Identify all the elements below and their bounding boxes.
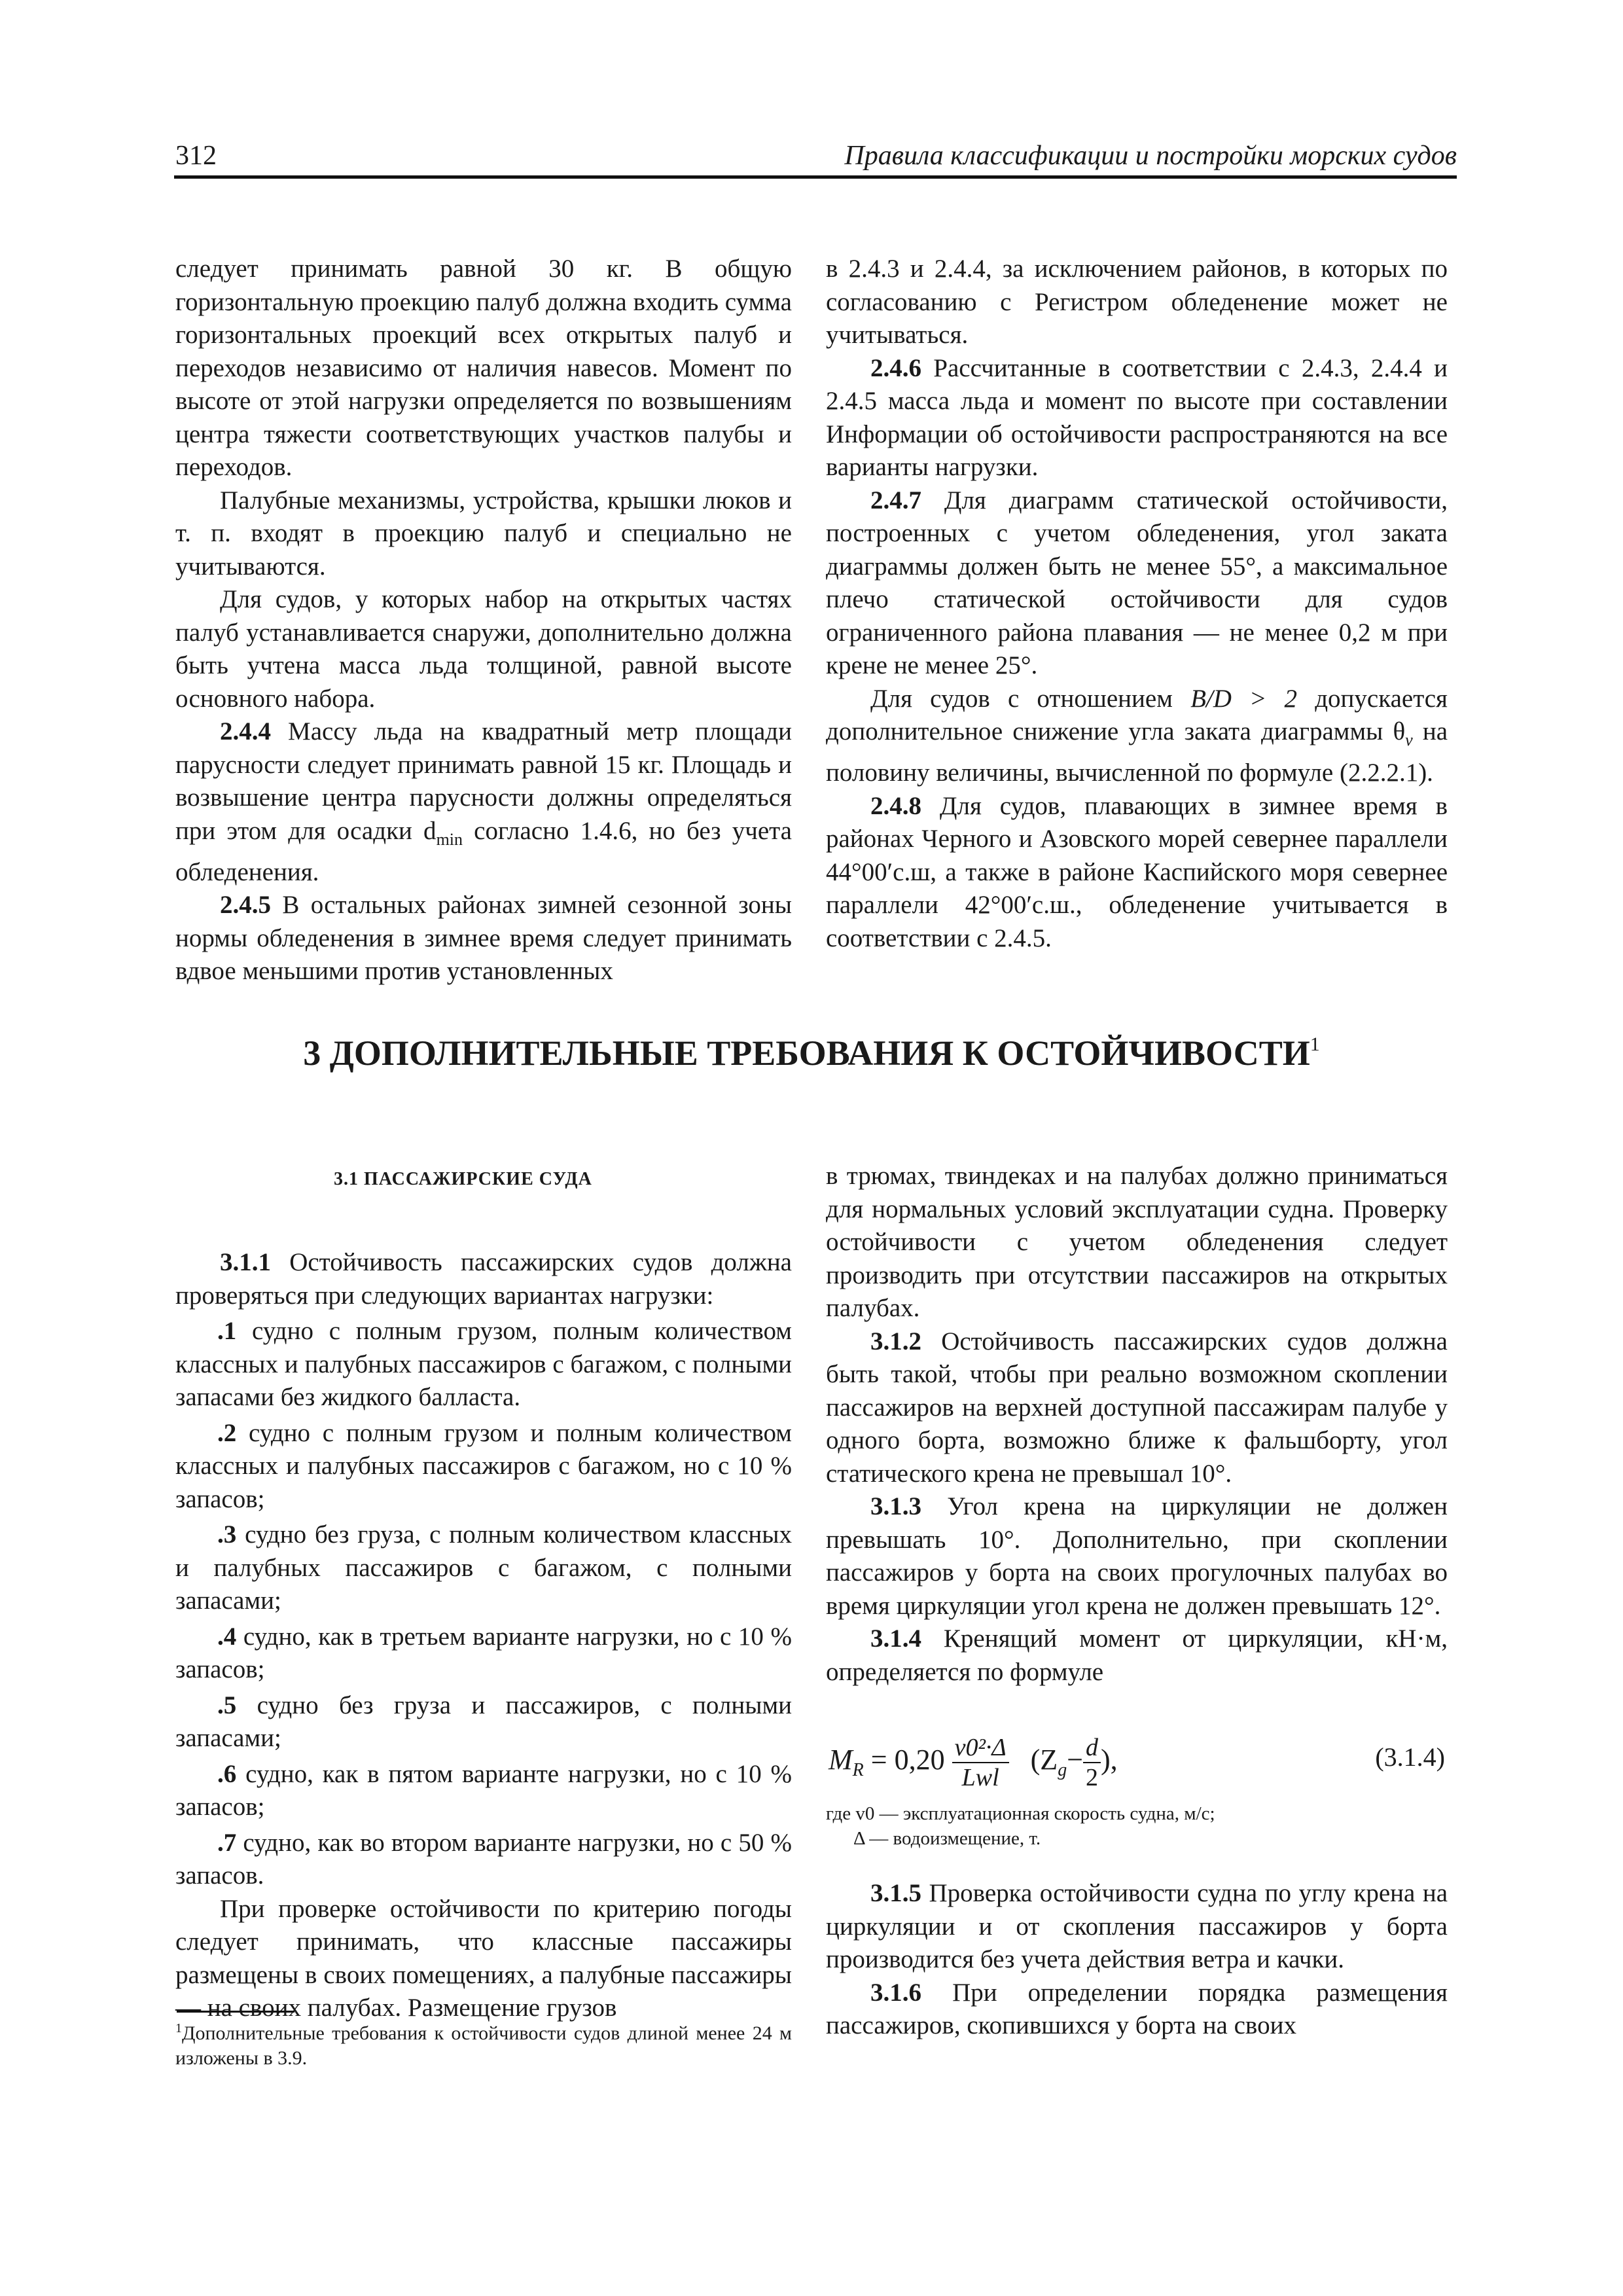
item-text: судно с полным грузом и полным количеством классных и палубных пассажиров с багажом, но с 10 % запасов; <box>175 1418 792 1513</box>
list-item <box>175 1417 792 1516</box>
clause-text: Проверка остойчивости судна по углу крена на циркуляции и от скопления пассажиров у борта производится без учета действия ветра и качки. <box>826 1879 1448 1973</box>
paragraph-2-4-6 <box>826 352 1448 484</box>
paragraph: в трюмах, твиндеках и на палубах должно приниматься для нормальных условий эксплуатации судна. Проверку остойчивости с учетом обледенения следует производить при отсутствии пассажиров на открытых палубах. <box>826 1162 1448 1322</box>
clause-text: Для судов с отношением <box>870 684 1191 713</box>
item-number: .2 <box>217 1418 237 1447</box>
paragraph-2-4-5 <box>175 889 792 988</box>
item-text: судно, как в пятом варианте нагрузки, но с 10 % запасов; <box>175 1759 792 1821</box>
item-text: судно с полным грузом, полным количеством классных и палубных пассажиров с багажом, с полными запасами без жидкого балласта. <box>175 1317 792 1411</box>
clause-text: Остойчивость пассажирских судов должна проверяться при следующих вариантах нагрузки: <box>175 1248 792 1310</box>
clause-text: Для диаграмм статической остойчивости, построенных с учетом обледенения, угол заката диаграммы должен быть не менее 55°, а максимальное плечо статической остойчивости для судов ограниченного района плавания — не менее 0,2 м при крене не менее 25°. <box>826 486 1448 679</box>
paragraph-3-1-6 <box>826 1977 1448 2043</box>
subscript: v <box>1405 730 1413 749</box>
ratio-expression: B/D > 2 <box>1190 684 1298 713</box>
paragraph: Для судов, у которых набор на открытых частях палуб устанавливается снаружи, дополнительно должна быть учтена масса льда толщиной, равной высоте основного набора. <box>175 585 792 713</box>
paragraph-2-4-8 <box>826 790 1448 956</box>
subsection-heading: 3.1 ПАССАЖИРСКИЕ СУДА <box>334 1169 592 1189</box>
clause-text: допускается дополнительное снижение угла заката диаграммы θ <box>826 684 1448 745</box>
fraction-denominator: 2 <box>1086 1764 1099 1791</box>
legend-line: где v0 — эксплуатационная скорость судна, м/с; <box>826 1803 1215 1824</box>
paragraph-2-4-7 <box>826 484 1448 683</box>
clause-number: 3.1.5 <box>870 1879 921 1907</box>
clause-text: Кренящий момент от циркуляции, кН·м, определяется по формуле <box>826 1624 1448 1686</box>
footnote <box>175 2016 792 2071</box>
clause-number: 3.1.4 <box>870 1624 921 1653</box>
item-number: .4 <box>217 1622 237 1651</box>
clause-text: на половину величины, вычисленной по формуле (2.2.2.1). <box>826 717 1448 787</box>
paragraph-3-1-5 <box>826 1877 1448 1977</box>
formula-term: (Z <box>1030 1744 1058 1776</box>
paragraph-2-4-4 <box>175 715 792 889</box>
paragraph: Палубные механизмы, устройства, крышки люков и т. п. входят в проекцию палуб и специально не учитываются. <box>175 486 792 581</box>
clause-text: Угол крена на циркуляции не должен превышать 10°. Дополнительно, при скоплении пассажиров у борта на своих прогулочных палубах во время циркуляции угол крена не должен превышать 12°. <box>826 1492 1448 1620</box>
paragraph: следует принимать равной 30 кг. В общую горизонтальную проекцию палуб должна входить сумма горизонтальных проекций всех открытых палуб и переходов независимо от наличия навесов. Момент по высоте от этой нагрузки определяется по возвышениям центра тяжести соответствующих участков палубы и переходов. <box>175 255 792 481</box>
paragraph-3-1-3 <box>826 1490 1448 1623</box>
list-item <box>175 1621 792 1687</box>
paragraph: в 2.4.3 и 2.4.4, за исключением районов, в которых по согласованию с Регистром обледенение может не учитываться. <box>826 255 1448 349</box>
formula-number: (3.1.4) <box>1375 1742 1445 1772</box>
clause-text: В остальных районах зимней сезонной зоны нормы обледенения в зимнее время следует принимать вдвое меньшими против установленных <box>175 891 792 986</box>
running-title: Правила классификации и постройки морских судов <box>844 141 1457 171</box>
formula-3-1-4 <box>826 1715 1448 1800</box>
item-number: .7 <box>217 1828 237 1857</box>
clause-number: 3.1.2 <box>870 1327 921 1355</box>
list-item <box>175 1518 792 1618</box>
paragraph: При проверке остойчивости по критерию погоды следует принимать, что классные пассажиры размещены в своих помещениях, а палубные пассажиры — на своих палубах. Размещение грузов <box>175 1894 792 2022</box>
formula-legend <box>826 1801 1448 1851</box>
clause-number: 2.4.6 <box>870 353 921 382</box>
fraction <box>952 1733 1009 1792</box>
header-rule <box>174 175 1457 179</box>
clause-number: 2.4.4 <box>220 717 271 745</box>
bottom-right-column <box>826 1160 1448 2043</box>
paragraph-3-1-2 <box>826 1325 1448 1491</box>
paragraph-3-1-4 <box>826 1623 1448 1689</box>
list-item <box>175 1827 792 1893</box>
clause-number: 2.4.8 <box>870 791 921 820</box>
clause-text: Рассчитанные в соответствии с 2.4.3, 2.4.4 и 2.4.5 масса льда и момент по высоте при составлении Информации об остойчивости распространяются на все варианты нагрузки. <box>826 353 1448 481</box>
fraction <box>1083 1733 1101 1792</box>
fraction-numerator: v0²·Δ <box>952 1733 1009 1763</box>
clause-number: 3.1.6 <box>870 1978 921 2007</box>
formula-coefficient: = 0,20 <box>863 1744 945 1776</box>
item-number: .1 <box>217 1317 237 1345</box>
footnote-mark: 1 <box>1310 1033 1320 1055</box>
clause-number: 2.4.5 <box>220 891 271 920</box>
subscript: min <box>436 829 463 849</box>
formula-term: ), <box>1101 1744 1118 1776</box>
paragraph-3-1-1 <box>175 1246 792 1312</box>
top-right-column <box>826 253 1448 955</box>
footnote-rule <box>177 2011 294 2013</box>
formula-subscript: g <box>1058 1759 1067 1780</box>
fraction-denominator: Lwl <box>961 1764 999 1791</box>
clause-text: Остойчивость пассажирских судов должна быть такой, чтобы при реально возможном скоплении пассажиров на верхней доступной пассажирам палубе у одного борта, возможно ближе к фальшборту, угол статического крена не превышал 10°. <box>826 1327 1448 1488</box>
item-text: судно, как во втором варианте нагрузки, но с 50 % запасов. <box>175 1828 792 1890</box>
clause-text: Массу льда на квадратный метр площади парусности следует принимать равной 15 кг. Площадь и возвышение центра парусности должны определяться при этом для осадки d <box>175 717 792 845</box>
legend-line: Δ — водоизмещение, т. <box>853 1828 1041 1849</box>
list-item <box>175 1758 792 1824</box>
footnote-text: Дополнительные требования к остойчивости судов длиной менее 24 м изложены в 3.9. <box>175 2022 792 2069</box>
item-text: судно без груза, с полным количеством классных и палубных пассажиров с багажом, с полными запасами; <box>175 1520 792 1615</box>
formula-lhs: M <box>829 1744 853 1776</box>
clause-number: 2.4.7 <box>870 486 921 514</box>
list-item <box>175 1315 792 1414</box>
formula-subscript: R <box>852 1759 864 1780</box>
item-text: судно, как в третьем варианте нагрузки, но с 10 % запасов; <box>175 1622 792 1683</box>
section-heading <box>175 1033 1448 1073</box>
formula-operator: − <box>1067 1744 1084 1776</box>
bottom-left-column <box>175 1246 792 2025</box>
top-left-column <box>175 253 792 988</box>
section-title: 3 ДОПОЛНИТЕЛЬНЫЕ ТРЕБОВАНИЯ К ОСТОЙЧИВОСТИ <box>303 1033 1310 1073</box>
item-number: .6 <box>217 1759 237 1788</box>
fraction-numerator: d <box>1083 1733 1101 1763</box>
list-item <box>175 1689 792 1755</box>
formula-body <box>829 1733 1118 1792</box>
page-number: 312 <box>175 141 217 171</box>
clause-text: При определении порядка размещения пассажиров, скопившихся у борта на своих <box>826 1978 1448 2039</box>
footnote-mark: 1 <box>175 2021 182 2036</box>
item-number: .3 <box>217 1520 237 1549</box>
item-number: .5 <box>217 1691 237 1719</box>
clause-number: 3.1.3 <box>870 1492 921 1520</box>
clause-number: 3.1.1 <box>220 1248 271 1276</box>
paragraph <box>826 683 1448 790</box>
clause-text: Для судов, плавающих в зимнее время в районах Черного и Азовского морей севернее параллели 44°00′с.ш, а также в районе Каспийского моря севернее параллели 42°00′с.ш., обледенение учитывается в соответствии с 2.4.5. <box>826 791 1448 952</box>
clause-text: согласно 1.4.6, но без учета обледенения. <box>175 816 792 886</box>
item-text: судно без груза и пассажиров, с полными запасами; <box>175 1691 792 1752</box>
